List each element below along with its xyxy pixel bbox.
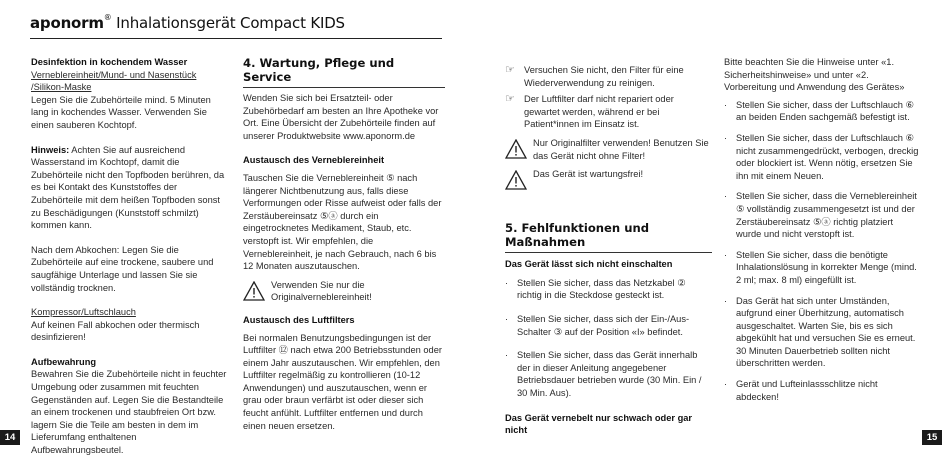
section-rule	[505, 252, 712, 253]
list-item: · Stellen Sie sicher, dass die benötigte Inhalationslösung in korrekter Menge (mind. 2 ml; max. 8 ml) eingefüllt ist.	[724, 249, 920, 287]
header-rule	[30, 38, 442, 39]
note-filter-reinigen	[505, 64, 712, 89]
warning-triangle-icon	[505, 139, 527, 159]
hinweis-label: Hinweis:	[31, 144, 70, 155]
section-heading-5: 5. Fehlfunktionen und Maßnahmen	[505, 221, 650, 250]
list-item-text: Stellen Sie sicher, dass das Gerät innerhalb der in dieser Anleitung angegebener Betriebsdauer betrieben wurde (30 Min. Ein / 30 Min. Aus).	[517, 350, 702, 398]
warning-triangle-icon	[243, 281, 265, 301]
heading-schwach-vernebelt: Das Gerät vernebelt nur schwach oder gar nicht	[505, 412, 693, 436]
section-rule	[243, 87, 445, 88]
column-1	[31, 56, 229, 457]
paragraph-kompressor: Auf keinen Fall abkochen oder thermisch desinfizieren!	[31, 319, 200, 343]
list-item: · Gerät und Lufteinlassschlitze nicht abdecken!	[724, 378, 920, 403]
warning-text: Nur Originalfilter verwenden! Benutzen Sie das Gerät nicht ohne Filter!	[533, 137, 709, 161]
paragraph-ersatzteil: Wenden Sie sich bei Ersatzteil- oder Zubehörbedarf am besten an Ihre Apotheke vor Ort. Eine Übersicht der Zubehörteile finden auf unserer Produktwebsite www.aponorm.de	[243, 93, 439, 141]
heading-austausch-vernebler: Austausch des Verneblereinheit	[243, 155, 385, 166]
list-item-text: Stellen Sie sicher, dass die Verneblereinheit ⑤ vollständig zusammengesetzt ist und der Zerstäubereinsatz ⑤ⓐ richtig platziert wurde und nicht verstopft ist.	[736, 191, 917, 240]
list-item-text: Stellen Sie sicher, dass der Luftschlauch ⑥ nicht zusammengedrückt, verbogen, dreckig oder blockiert ist. Wenn nötig, ersetzen Sie ihn mit einem Neuen.	[736, 132, 919, 181]
note-text: Versuchen Sie nicht, den Filter für eine Wiederverwendung zu reinigen.	[524, 65, 684, 88]
paragraph-luftfilter: Bei normalen Benutzungsbedingungen ist der Luftfilter ⑫ nach etwa 200 Betriebsstunden oder einem Jahr auszutauschen. Wir empfehlen, den Luftfilter regelmäßig zu kontrollieren (10-12 Anwendungen) und auszutauschen, wenn er grau oder braun verfärbt ist oder dieser sich feucht anfühlt. Luftfilter entfernen und durch einen neuen ersetzen.	[243, 332, 442, 431]
registered-mark: ®	[103, 13, 112, 22]
section-heading-4: 4. Wartung, Pflege und Service	[243, 56, 395, 84]
warning-originalfilter	[505, 137, 712, 162]
warning-text: Verwenden Sie nur die Originalverneblereinheit!	[271, 279, 372, 303]
warning-triangle-icon	[505, 170, 527, 190]
list-item: · Stellen Sie sicher, dass das Netzkabel ② richtig in die Steckdose gesteckt ist.	[505, 277, 712, 302]
paragraph-austausch-vernebler: Tauschen Sie die Verneblereinheit ⑤ nach längerer Nichtbenutzung aus, falls diese Verformungen oder Risse aufweist oder falls der Zerstäubereinsatz ⑤ⓐ durch ein eingetrocknetes Medikament, Staub, etc. verstopft ist. Wir empfehlen, die Verneblereinheit, je nach Gebrauch, nach 6 bis 12 Monaten auszutauschen.	[243, 172, 442, 272]
column-4	[724, 56, 920, 403]
warning-text: Das Gerät ist wartungsfrei!	[533, 169, 644, 180]
note-text: Der Luftfilter darf nicht repariert oder gewartet werden, während er bei Patient*innen im Einsatz ist.	[524, 94, 674, 130]
brand-name: aponorm	[30, 14, 104, 32]
paragraph-intro: Bitte beachten Sie die Hinweise unter «1. Sicherheitshinweise» und unter «2. Vorbereitung und Anwendung des Gerätes»	[724, 57, 905, 93]
note-filter-reparieren	[505, 93, 712, 131]
list-item: · Stellen Sie sicher, dass die Verneblereinheit ⑤ vollständig zusammengesetzt ist und der Zerstäubereinsatz ⑤ⓐ richtig platziert wurde und nicht verstopft ist.	[724, 190, 920, 240]
paragraph-kochen: Legen Sie die Zubehörteile mind. 5 Minuten lang in kochendes Wasser. Verwenden Sie einen sauberen Kochtopf.	[31, 94, 211, 130]
list-item-text: Stellen Sie sicher, dass die benötigte Inhalationslösung in korrekter Menge (mind. 2 ml; max. 8 ml) eingefüllt ist.	[736, 249, 917, 285]
list-item-text: Stellen Sie sicher, dass der Luftschlauch ⑥ an beiden Enden sachgemäß befestigt ist.	[736, 99, 914, 123]
list-item: · Stellen Sie sicher, dass der Luftschlauch ⑥ nicht zusammengedrückt, verbogen, dreckig oder blockiert ist. Wenn nötig, ersetzen Sie ihn mit einem Neuen.	[724, 132, 919, 181]
list-item-text: Das Gerät hat sich unter Umständen, aufgrund einer Überhitzung, automatisch ausgeschaltet. Warten Sie, bis es sich abgekühlt hat und versuchen Sie es erneut. 30 Minuten Dauerbetrieb sollten nicht überschritten werden.	[736, 295, 916, 369]
pointing-hand-icon: ☞	[505, 64, 515, 76]
hinweis-text: Achten Sie auf ausreichend Wasserstand im Kochtopf, damit die Zubehörteile nicht den Topfboden berühren, da es bei Kontakt des Kunststoffes der Zubehörteile mit dem heißen Topfboden sonst zu Beschädigungen (Kunststoff schmilzt) kommen kann.	[31, 144, 225, 231]
heading-austausch-luftfilter: Austausch des Luftfilters	[243, 314, 355, 325]
subheading-kompressor: Kompressor/Luftschlauch	[31, 307, 136, 318]
hinweis-paragraph	[31, 144, 229, 232]
pointing-hand-icon: ☞	[505, 93, 515, 106]
column-2	[243, 56, 445, 432]
paragraph-aufbewahrung: Bewahren Sie die Zubehörteile nicht in feuchter Umgebung oder zusammen mit feuchten Gegenständen auf. Legen Sie die Bestandteile an einem trockenen und staubfreien Ort bzw. lagern Sie die Teile am besten in dem im Lieferumfang enthaltenen Aufbewahrungsbeutel.	[31, 369, 227, 456]
heading-desinfektion: Desinfektion in kochendem Wasser	[31, 57, 188, 67]
document-header	[30, 14, 345, 32]
warning-wartungsfrei	[505, 168, 712, 190]
list-item: · Das Gerät hat sich unter Umständen, aufgrund einer Überhitzung, automatisch ausgeschaltet. Warten Sie, bis es sich abgekühlt hat und versuchen Sie es erneut. 30 Minuten Dauerbetrieb sollten nicht überschritten werden.	[724, 295, 920, 371]
warning-original-vernebler	[243, 279, 445, 304]
list-item: · Stellen Sie sicher, dass der Luftschlauch ⑥ an beiden Enden sachgemäß befestigt ist.	[724, 99, 920, 124]
list-item: · Stellen Sie sicher, dass das Gerät innerhalb der in dieser Anleitung angegebener Betriebsdauer betrieben wurde (30 Min. Ein / 30 Min. Aus).	[505, 349, 712, 399]
paragraph-abkochen: Nach dem Abkochen: Legen Sie die Zubehörteile auf eine trockene, saubere und saugfähige Unterlage und lassen Sie sie vollständig trocknen.	[31, 244, 214, 293]
heading-nicht-einschalten: Das Gerät lässt sich nicht einschalten	[505, 259, 673, 270]
subheading-vernebler: Verneblereinheit/Mund- und Nasenstück /Silikon-Maske	[31, 69, 197, 93]
column-3	[505, 64, 712, 437]
list-item: · Stellen Sie sicher, dass sich der Ein-/Aus-Schalter ③ auf der Position «I» befindet.	[505, 313, 712, 338]
page-number-left: 14	[0, 430, 20, 445]
header-title: Inhalationsgerät Compact KIDS	[111, 14, 345, 32]
heading-aufbewahrung: Aufbewahrung	[31, 356, 97, 367]
list-item-text: Gerät und Lufteinlassschlitze nicht abdecken!	[736, 379, 878, 402]
list-item-text: Stellen Sie sicher, dass das Netzkabel ② richtig in die Steckdose gesteckt ist.	[517, 277, 686, 301]
list-item-text: Stellen Sie sicher, dass sich der Ein-/Aus-Schalter ③ auf der Position «I» befindet.	[517, 313, 690, 337]
page-number-right: 15	[922, 430, 942, 445]
